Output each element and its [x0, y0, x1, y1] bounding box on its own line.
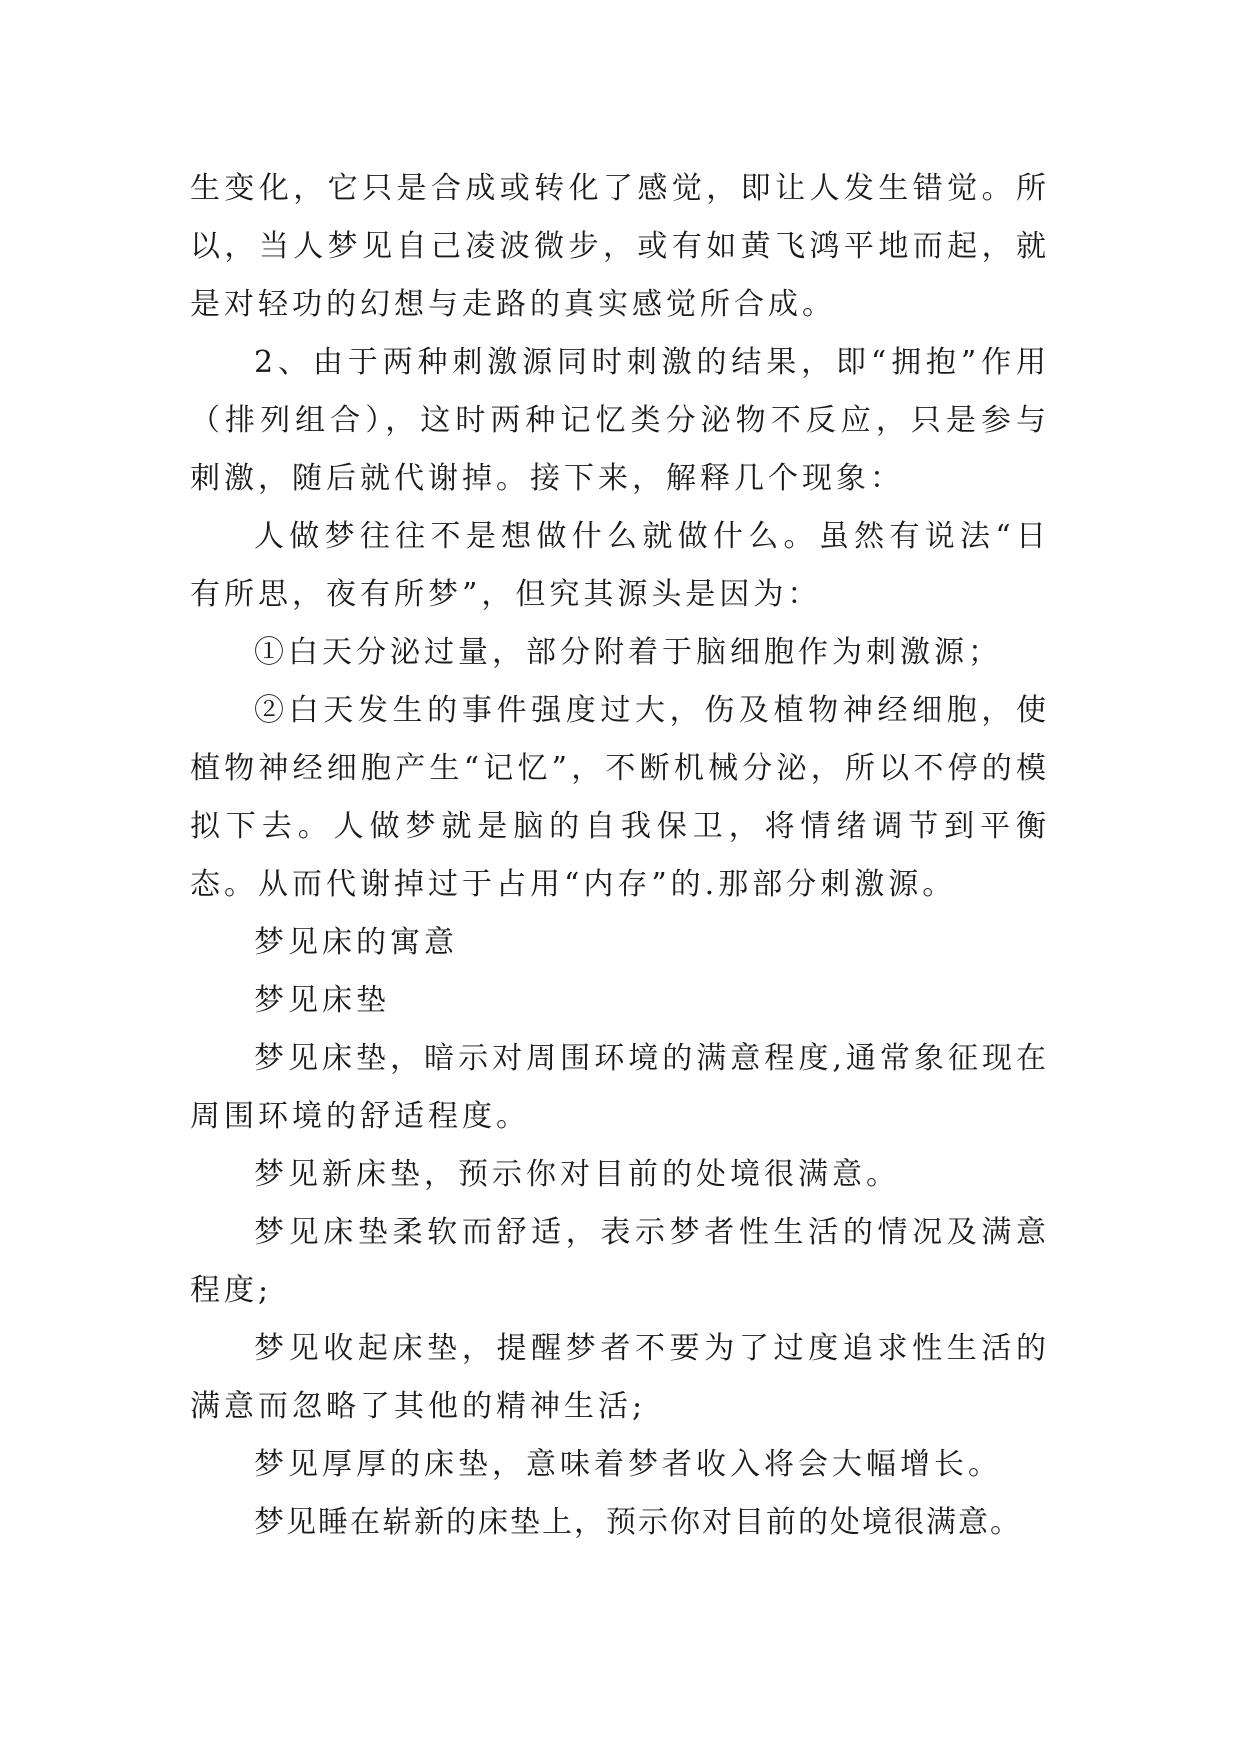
paragraph-reason-1: ①白天分泌过量，部分附着于脑细胞作为刺激源； — [254, 635, 1002, 670]
subheading-mattress: 梦见床垫 — [254, 983, 390, 1018]
paragraph-brand-new-mattress: 梦见睡在崭新的床垫上，预示你对目前的处境很满意。 — [254, 1505, 1022, 1540]
paragraph-continuation: 生变化，它只是合成或转化了感觉，即让人发生错觉。所以，当人梦见自己凌波微步，或有如黄飞鸿平地而起，就是对轻功的幻想与走路的真实感觉所合成。 — [190, 171, 1050, 322]
paragraph-dream-phenomenon: 人做梦往往不是想做什么就做什么。虽然有说法“日有所思，夜有所梦”，但究其源头是因为： — [190, 519, 1050, 612]
paragraph-thick-mattress: 梦见厚厚的床垫，意味着梦者收入将会大幅增长。 — [254, 1447, 1002, 1482]
section-heading-bed-meaning: 梦见床的寓意 — [254, 925, 458, 960]
paragraph-fold-mattress: 梦见收起床垫，提醒梦者不要为了过度追求性生活的满意而忽略了其他的精神生活; — [190, 1331, 1050, 1424]
paragraph-soft-mattress: 梦见床垫柔软而舒适，表示梦者性生活的情况及满意程度; — [190, 1215, 1050, 1308]
paragraph-mattress-general: 梦见床垫，暗示对周围环境的满意程度,通常象征现在周围环境的舒适程度。 — [190, 1041, 1050, 1134]
paragraph-reason-2: ②白天发生的事件强度过大，伤及植物神经细胞，使植物神经细胞产生“记忆”，不断机械分泌，所以不停的模拟下去。人做梦就是脑的自我保卫，将情绪调节到平衡态。从而代谢掉过于占用“内存”的.那部分刺激源。 — [190, 693, 1050, 902]
document-body — [190, 160, 1050, 1552]
paragraph-new-mattress: 梦见新床垫，预示你对目前的处境很满意。 — [254, 1157, 900, 1192]
paragraph-stimulus-embrace: 2、由于两种刺激源同时刺激的结果，即“拥抱”作用（排列组合），这时两种记忆类分泌物不反应，只是参与刺激，随后就代谢掉。接下来，解释几个现象： — [190, 345, 1050, 496]
